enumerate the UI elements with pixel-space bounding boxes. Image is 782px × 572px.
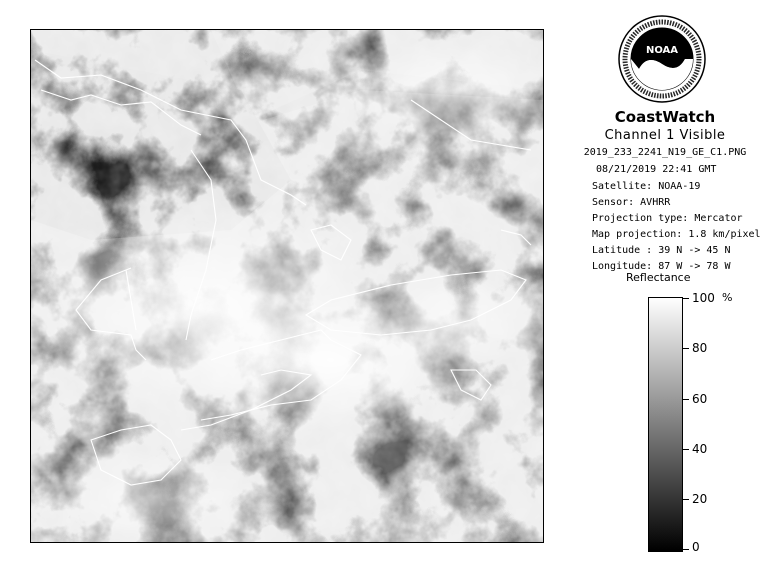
colorbar-tick-label: 100 xyxy=(692,291,715,305)
projection-type-text: Projection type: Mercator xyxy=(592,213,743,224)
colorbar-tick-label: 20 xyxy=(692,492,708,506)
sensor-text: Sensor: AVHRR xyxy=(592,197,671,208)
map-projection-text: Map projection: 1.8 km/pixel xyxy=(592,229,761,240)
colorbar-unit: % xyxy=(722,291,733,304)
longitude-text: Longitude: 87 W -> 78 W xyxy=(592,261,731,272)
colorbar-tick-label: 80 xyxy=(692,341,708,355)
colorbar-tick xyxy=(682,549,689,550)
reflectance-colorbar xyxy=(648,297,683,552)
colorbar-tick-label: 60 xyxy=(692,392,708,406)
channel-subtitle: Channel 1 Visible xyxy=(604,128,726,143)
image-filename: 2019_233_2241_N19_GE_C1.PNG xyxy=(583,147,747,158)
colorbar-tick-label: 0 xyxy=(692,540,700,554)
colorbar-tick xyxy=(682,499,689,500)
satellite-image xyxy=(31,30,543,542)
app-title: CoastWatch xyxy=(614,108,716,126)
svg-text:NOAA: NOAA xyxy=(645,45,679,56)
satellite-text: Satellite: NOAA-19 xyxy=(592,181,701,192)
datetime-text: 08/21/2019 22:41 GMT xyxy=(596,164,717,175)
noaa-logo xyxy=(617,14,707,104)
cloud-texture xyxy=(31,30,543,542)
satellite-map xyxy=(30,29,544,543)
colorbar-tick xyxy=(682,449,689,450)
colorbar-tick-label: 40 xyxy=(692,442,708,456)
colorbar-title: Reflectance xyxy=(626,271,691,284)
noaa-logo-icon xyxy=(617,14,707,104)
colorbar-tick xyxy=(682,399,689,400)
colorbar-tick xyxy=(682,348,689,349)
colorbar-tick xyxy=(682,298,689,299)
latitude-text: Latitude : 39 N -> 45 N xyxy=(592,245,731,256)
